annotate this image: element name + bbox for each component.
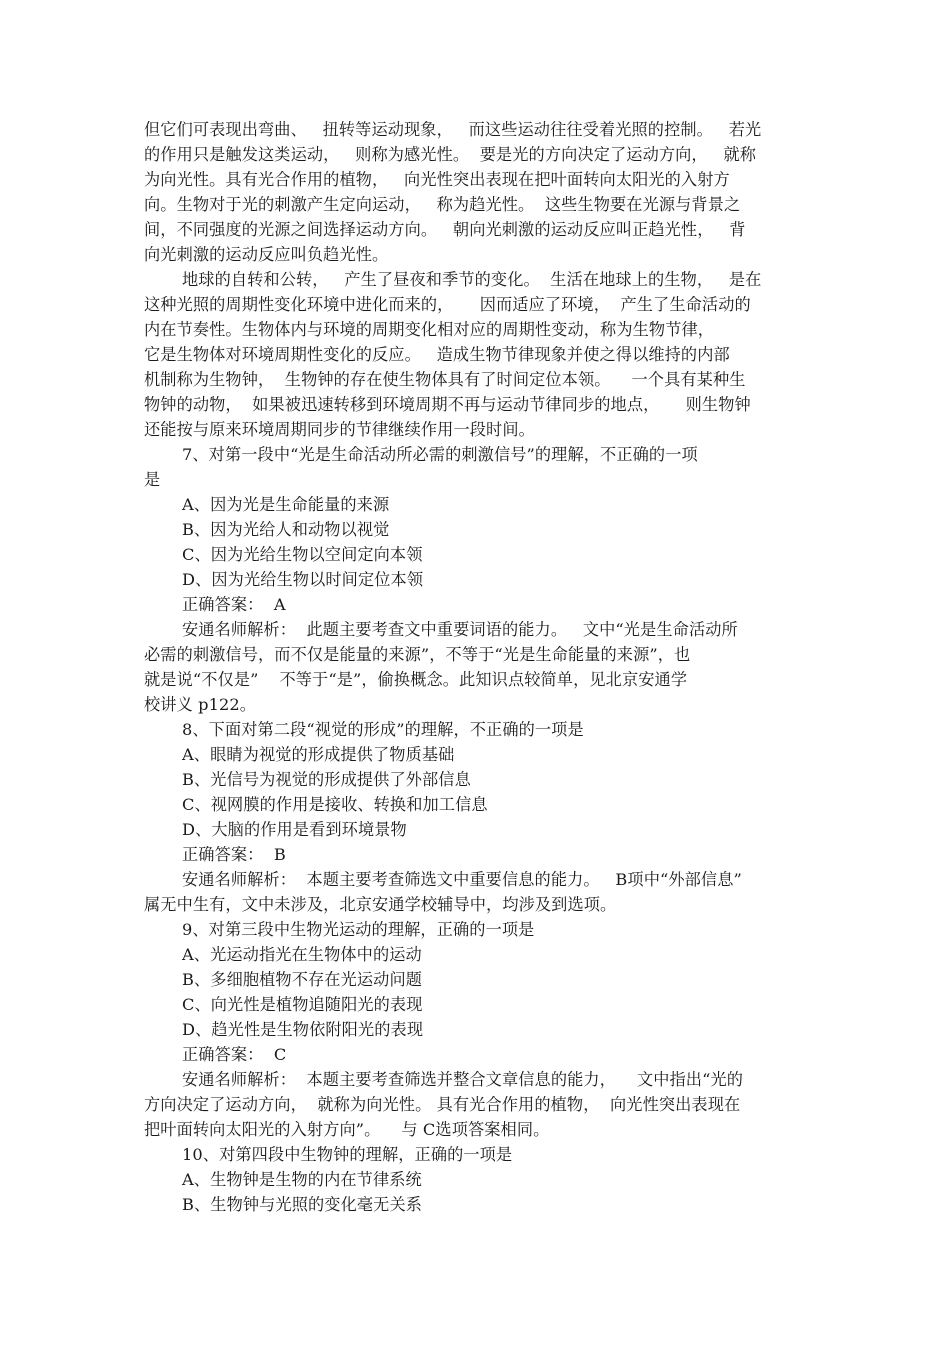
question-7-option-b: B、因为光给人和动物以视觉 [182,520,390,539]
question-7-option-c: C、因为光给生物以空间定向本领 [182,545,423,564]
question-7-answer: 正确答案： A [182,595,286,614]
paragraph-line: 内在节奏性。生物体内与环境的周期变化相对应的周期性变动，称为生物节律， [144,320,715,339]
question-7-analysis: 校讲义 p122。 [144,695,257,714]
question-8-option-a: A、眼睛为视觉的形成提供了物质基础 [182,745,455,764]
paragraph-line: 向光刺激的运动反应叫负趋光性。 [144,245,389,264]
question-9-stem: 9、对第三段中生物光运动的理解，正确的一项是 [182,920,535,939]
question-10-option-a: A、生物钟是生物的内在节律系统 [182,1170,422,1189]
paragraph-line: 机制称为生物钟， 生物钟的存在使生物体具有了时间定位本领。 一个具有某种生 [144,370,746,389]
paragraph-line: 但它们可表现出弯曲、 扭转等运动现象， 而这些运动往往受着光照的控制。 若光 [144,120,762,139]
question-7-analysis: 就是说“不仅是” 不等于“是”，偷换概念。此知识点较简单，见北京安通学 [144,670,688,689]
question-8-analysis: 安通名师解析： 本题主要考查筛选文中重要信息的能力。 B项中“外部信息” [182,870,742,889]
question-10-option-b: B、生物钟与光照的变化毫无关系 [182,1195,423,1214]
question-9-option-a: A、光运动指光在生物体中的运动 [182,945,422,964]
question-8-option-d: D、大脑的作用是看到环境景物 [182,820,407,839]
question-8-option-c: C、视网膜的作用是接收、转换和加工信息 [182,795,488,814]
question-8-answer: 正确答案： B [182,845,286,864]
question-8-analysis: 属无中生有，文中未涉及，北京安通学校辅导中，均涉及到选项。 [144,895,617,914]
question-7-analysis: 安通名师解析： 此题主要考查文中重要词语的能力。 文中“光是生命活动所 [182,620,738,639]
paragraph-line: 向。生物对于光的刺激产生定向运动， 称为趋光性。 这些生物要在光源与背景之 [144,195,741,214]
question-8-option-b: B、光信号为视觉的形成提供了外部信息 [182,770,471,789]
question-9-answer: 正确答案： C [182,1045,287,1064]
question-7-stem: 7、对第一段中“光是生命活动所必需的刺激信号”的理解，不正确的一项 [182,445,698,464]
question-9-option-c: C、向光性是植物追随阳光的表现 [182,995,423,1014]
paragraph-line: 地球的自转和公转， 产生了昼夜和季节的变化。 生活在地球上的生物， 是在 [182,270,762,289]
question-9-analysis: 把叶面转向太阳光的入射方向”。 与 C选项答案相同。 [144,1120,550,1139]
question-7-analysis: 必需的刺激信号，而不仅是能量的来源”，不等于“光是生命能量的来源”，也 [144,645,691,664]
paragraph-line: 还能按与原来环境周期同步的节律继续作用一段时间。 [144,420,535,439]
paragraph-line: 它是生物体对环境周期性变化的反应。 造成生物节律现象并使之得以维持的内部 [144,345,730,364]
question-10-stem: 10、对第四段中生物钟的理解，正确的一项是 [182,1145,513,1164]
paragraph-line: 为向光性。具有光合作用的植物， 向光性突出表现在把叶面转向太阳光的入射方 [144,170,730,189]
question-7-option-d: D、因为光给生物以时间定位本领 [182,570,424,589]
question-8-stem: 8、下面对第二段“视觉的形成”的理解，不正确的一项是 [182,720,584,739]
paragraph-line: 物钟的动物， 如果被迅速转移到环境周期不再与运动节律同步的地点， 则生物钟 [144,395,751,414]
question-7-stem: 是 [144,470,161,489]
question-9-analysis: 方向决定了运动方向， 就称为向光性。 具有光合作用的植物， 向光性突出表现在 [144,1095,741,1114]
paragraph-line: 这种光照的周期性变化环境中进化而来的， 因而适应了环境， 产生了生命活动的 [144,295,751,314]
paragraph-line: 的作用只是触发这类运动， 则称为感光性。 要是光的方向决定了运动方向， 就称 [144,145,757,164]
question-9-option-d: D、趋光性是生物依附阳光的表现 [182,1020,424,1039]
question-7-option-a: A、因为光是生命能量的来源 [182,495,390,514]
paragraph-line: 间，不同强度的光源之间选择运动方向。 朝向光刺激的运动反应叫正趋光性， 背 [144,220,746,239]
question-9-analysis: 安通名师解析： 本题主要考查筛选并整合文章信息的能力， 文中指出“光的 [182,1070,744,1089]
question-9-option-b: B、多细胞植物不存在光运动问题 [182,970,423,989]
